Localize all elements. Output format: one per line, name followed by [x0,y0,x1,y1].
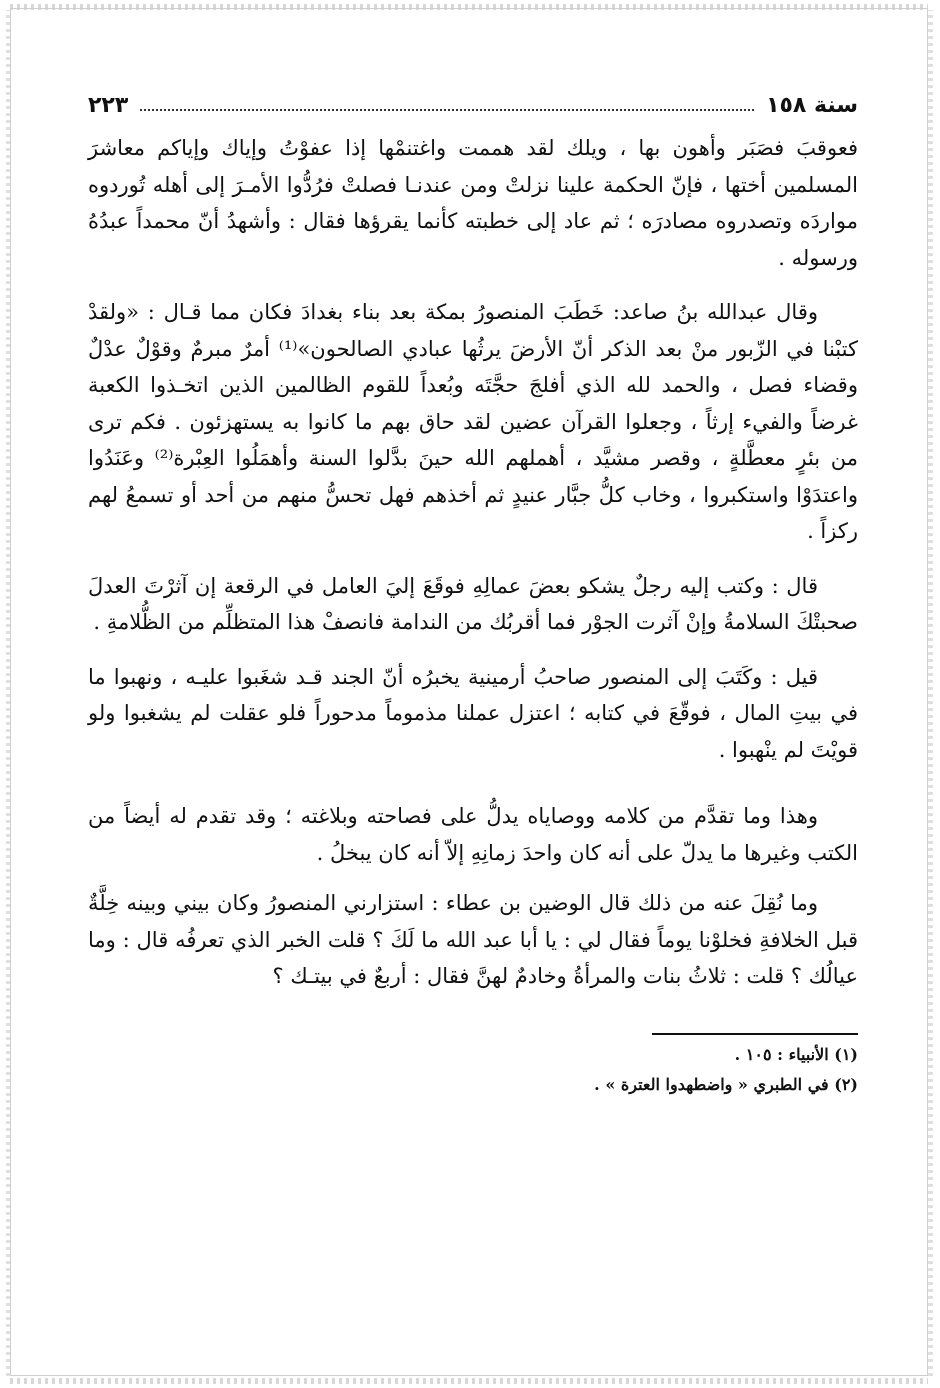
header-year: سنة ١٥٨ [766,93,858,118]
footnote-separator [652,1033,858,1035]
paragraph-4: قيل : وكَتَبَ إلى المنصور صاحبُ أرمينية يخبرُه أنّ الجند قـد شغَبوا عليـه ، ونهبوا ما في بيتِ المال ، فوقّعَ في كتابه ؛ اعتزل عملنا مذموماً مدحوراً فلو عقلت لم يشغبوا ولو قويْتَ لم ينْهبوا . [88,664,858,762]
page-border-bottom [10,1378,928,1384]
paragraph-6: وما نُقِلَ عنه من ذلك قال الوضين بن عطاء : استزارني المنصورُ وكان بيني وبينه خِلَّةٌ قبل الخلافةِ فخلوْنا يوماً فقال لي : يا أبا عبد الله ما لَكَ ؟ قلت الخبر الذي تعرفُه قال : وما عيالُك ؟ قلت : ثلاثُ بنات والمرأةُ وخادمٌ لهنَّ فقال : أربعٌ في بيتـك ؟ [88,891,858,988]
footnote-2: (٢) في الطبري « واضطهدوا العترة » . [594,1074,858,1094]
paragraph-3: قال : وكتب إليه رجلٌ يشكو بعضَ عمالِهِ فوقَعَ إليَ العامل في الرقعة إن آثرْتَ العدلَ صحبتْكَ السلامةُ وإنْ آثرت الجوْر فما أقربُك من الندامة فانصفْ هذا المتظلِّم من الظُّلامةِ . [88,573,858,634]
paragraph-5: وهذا وما تقدَّم من كلامه ووصاياه يدلُّ على فصاحته وبلاغته ؛ وقد تقدم له أيضاً من الكتب وغيرها ما يدلّ على أنه كان واحدَ زمانِهِ إلاّ أنه كان يبخلُ . [88,804,858,865]
body-text [88,130,858,995]
running-header [88,82,858,118]
page-number: ٢٢٣ [88,93,129,118]
page-border-right [928,10,933,1376]
header-dotted-leader [140,109,754,111]
footnote-1: (١) الأنبياء : ١٠٥ . [734,1044,858,1064]
paragraph-1: فعوقبَ فصَبَر وأهون بها ، ويلك لقد هممت واغتنمْها إذا عفوْتُ وإياك وإياكم معاشرَ المسلمين أختها ، فإنّ الحكمة علينا نزلتْ ومن عندنـا فصلتْ فرُدُّوا الأمـرَ إلى أهله تُوردوه مواردَه وتصدروه مصادرَه ؛ ثم عاد إلى خطبته كأنما يقرؤها فقال : وأشهدُ أنّ محمداً عبدُهُ ورسوله . [88,136,858,270]
paragraph-2: وقال عبدالله بنُ صاعد: خَطَبَ المنصورُ بمكة بعد بناء بغدادَ فكان مما قـال : «ولقدْ كتبْنا في الزّبور منْ بعد الذكر أنّ الأرضَ يرثُها عبادي الصالحون»⁽¹⁾ أمرٌ مبرمٌ وقوْلٌ عدْلٌ وقضاء فصل ، والحمد لله الذي أفلجَ حجَّتَه وبُعداً للقوم الظالمين الذين اتخـذوا الكعبة غرضاً والفيء إرثاً ، وجعلوا القرآن عضين لقد حاق بهم ما كانوا به يستهزئون . فكم ترى من بئرٍ معطَّلةٍ ، وقصر مشيَّد ، أهملهم الله حينَ بدَّلوا السنة وأهمَلُوا العِبْرة⁽²⁾ وعَنَدُوا واعتدَوْا واستكبروا ، وخاب كلُّ جبَّار عنيدٍ ثم أخذهم فهل تحسُّ منهم من أحد أو تسمعُ لهم ركزاً . [88,300,858,543]
book-page [88,82,858,1099]
